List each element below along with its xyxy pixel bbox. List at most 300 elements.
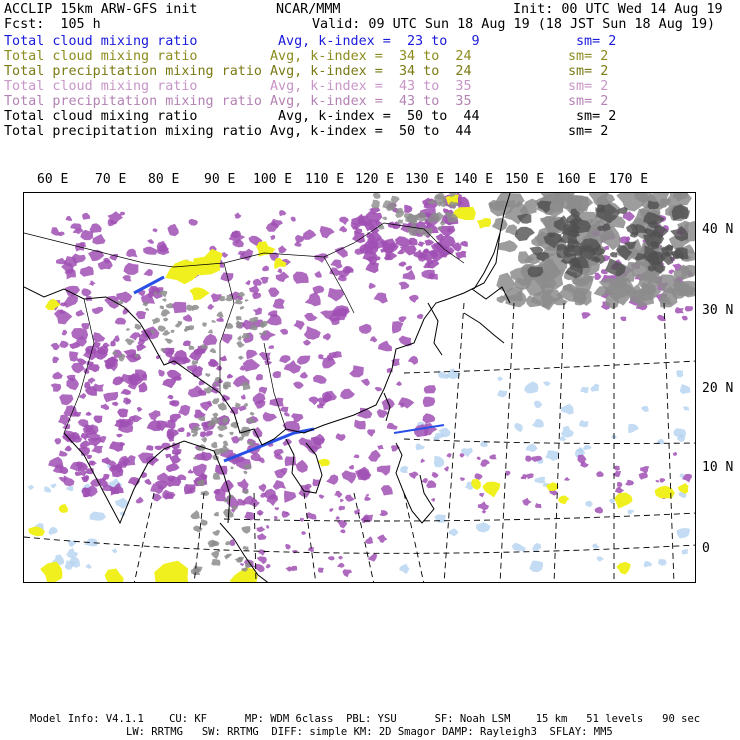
- cloud-patch: [377, 445, 384, 450]
- cloud-patch: [301, 531, 306, 535]
- map-canvas: [24, 193, 696, 583]
- cloud-patch: [426, 480, 436, 488]
- map-panel: [23, 192, 696, 583]
- cloud-patch: [92, 234, 105, 245]
- cloud-patch: [80, 266, 94, 277]
- cloud-patch: [167, 224, 178, 236]
- precip-patch: [678, 483, 689, 494]
- cloud-patch: [342, 470, 357, 484]
- cloud-patch: [286, 566, 292, 572]
- field-name: Total cloud mixing ratio: [4, 79, 198, 94]
- cloud-patch: [409, 295, 419, 303]
- cloud-patch: [660, 478, 666, 483]
- cloud-patch: [656, 480, 660, 483]
- cloud-patch: [132, 415, 142, 422]
- light-cloud-patch: [535, 477, 546, 484]
- cloud-patch: [285, 456, 297, 466]
- cloud-patch: [361, 378, 370, 386]
- cloud-patch: [460, 477, 466, 481]
- cloud-patch: [326, 474, 338, 485]
- cloud-patch: [482, 510, 487, 514]
- cloud-patch: [293, 382, 304, 389]
- cloud-patch: [370, 336, 378, 342]
- latitude-label: 40 N: [702, 222, 734, 237]
- longitude-label: 160 E: [557, 172, 597, 187]
- valid-time: Valid: 09 UTC Sun 18 Aug 19 (18 JST Sun 18 Aug 19): [312, 17, 716, 32]
- high-cloud-patch: [211, 551, 219, 560]
- cloud-patch: [169, 400, 179, 407]
- light-cloud-patch: [476, 522, 491, 532]
- cloud-patch: [269, 398, 283, 407]
- light-cloud-patch: [66, 486, 73, 491]
- high-cloud-patch: [240, 306, 244, 310]
- cloud-patch: [414, 424, 429, 437]
- cloud-patch: [310, 437, 322, 450]
- cloud-patch: [115, 318, 127, 325]
- cloud-patch: [304, 326, 321, 340]
- field-level-range: Avg, k-index = 34 to 24: [270, 64, 472, 79]
- cloud-patch: [351, 214, 366, 226]
- high-cloud-patch: [229, 432, 234, 436]
- high-cloud-patch: [201, 519, 208, 526]
- cloud-patch: [334, 491, 343, 498]
- cloud-patch: [65, 445, 72, 451]
- cloud-patch: [112, 402, 118, 407]
- cloud-patch: [329, 508, 333, 511]
- light-cloud-patch: [85, 564, 91, 569]
- cloud-patch: [54, 438, 61, 444]
- cloud-patch: [82, 288, 92, 296]
- longitude-label: 60 E: [37, 172, 69, 187]
- cloud-patch: [75, 471, 81, 476]
- high-cloud-patch: [152, 318, 161, 325]
- cloud-patch: [339, 506, 346, 511]
- cloud-patch: [220, 355, 227, 361]
- field-name: Total precipitation mixing ratio: [4, 94, 262, 109]
- cloud-patch: [268, 345, 274, 349]
- cloud-patch: [270, 235, 275, 240]
- latitude-label: 30 N: [702, 303, 734, 318]
- cloud-patch: [188, 469, 194, 474]
- cloud-patch: [119, 212, 125, 216]
- cloud-patch: [79, 393, 86, 399]
- cloud-patch: [280, 407, 288, 413]
- cloud-patch: [379, 510, 388, 516]
- cloud-patch: [120, 389, 131, 395]
- light-cloud-patch: [583, 445, 592, 450]
- high-cloud-patch: [243, 546, 249, 551]
- high-cloud-patch: [161, 309, 171, 317]
- cloud-patch: [303, 339, 311, 345]
- cloud-patch: [369, 283, 376, 290]
- cloud-patch: [81, 475, 89, 482]
- cloud-patch: [335, 247, 348, 258]
- high-cloud-patch: [162, 299, 166, 303]
- cloud-patch: [339, 226, 347, 233]
- cloud-patch: [368, 553, 378, 561]
- cloud-patch: [102, 474, 110, 481]
- high-cloud-patch: [134, 324, 141, 330]
- cloud-patch: [345, 495, 355, 502]
- precip-patch: [482, 482, 500, 498]
- field-level-range: Avg, k-index = 50 to 44: [278, 109, 480, 124]
- cloud-patch: [378, 341, 392, 352]
- light-cloud-patch: [545, 450, 559, 461]
- cloud-patch: [259, 549, 266, 556]
- cloud-patch: [349, 465, 354, 470]
- cloud-patch: [257, 510, 264, 516]
- cloud-patch: [303, 229, 316, 240]
- cloud-patch: [408, 356, 418, 365]
- high-cloud-patch: [239, 437, 244, 441]
- light-cloud-patch: [585, 501, 593, 508]
- cloud-patch: [319, 494, 325, 499]
- cloud-patch: [293, 320, 304, 330]
- cloud-patch: [93, 416, 102, 424]
- cloud-patch: [266, 525, 269, 529]
- cloud-patch: [260, 330, 276, 340]
- cloud-patch: [615, 487, 624, 494]
- cloud-patch: [246, 350, 258, 360]
- high-cloud-patch: [189, 345, 195, 350]
- longitude-label: 140 E: [454, 172, 494, 187]
- cloud-patch: [300, 518, 304, 522]
- cloud-patch: [66, 216, 72, 221]
- cloud-patch: [367, 429, 375, 437]
- cloud-patch: [93, 332, 105, 342]
- cloud-patch: [136, 497, 144, 504]
- cloud-patch: [278, 245, 287, 253]
- cloud-patch: [381, 485, 393, 495]
- cloud-patch: [50, 383, 61, 391]
- high-cloud-patch: [125, 338, 135, 345]
- high-cloud-patch: [664, 245, 673, 251]
- cloud-patch: [328, 556, 335, 560]
- light-cloud-patch: [561, 404, 574, 415]
- cloud-patch: [377, 534, 387, 543]
- cloud-patch: [368, 450, 381, 462]
- cloud-patch: [337, 563, 345, 568]
- light-cloud-patch: [532, 419, 544, 428]
- cloud-patch: [126, 249, 137, 258]
- light-cloud-patch: [676, 528, 690, 539]
- cloud-patch: [279, 355, 291, 363]
- light-cloud-patch: [416, 444, 426, 451]
- cloud-patch: [92, 307, 103, 314]
- cloud-patch: [144, 479, 151, 485]
- cloud-patch: [377, 465, 390, 475]
- longitude-line: [444, 303, 464, 583]
- cloud-patch: [596, 471, 604, 477]
- high-cloud-patch: [210, 348, 217, 353]
- cloud-patch: [313, 375, 327, 384]
- cloud-patch: [257, 533, 267, 540]
- cloud-patch: [296, 460, 308, 473]
- cloud-patch: [404, 205, 412, 213]
- cloud-patch: [172, 448, 182, 455]
- longitude-label: 70 E: [95, 172, 127, 187]
- cloud-patch: [82, 213, 90, 220]
- cloud-patch: [273, 298, 285, 308]
- cloud-patch: [398, 282, 409, 290]
- precip-patch: [154, 561, 190, 583]
- light-cloud-patch: [680, 384, 691, 394]
- cloud-patch: [685, 306, 693, 312]
- cloud-patch: [137, 407, 143, 412]
- high-cloud-patch: [208, 329, 213, 333]
- cloud-patch: [110, 341, 116, 347]
- cloud-patch: [422, 413, 435, 423]
- cloud-patch: [305, 484, 312, 489]
- field-smoothing: sm= 2: [576, 34, 617, 49]
- cloud-patch: [216, 317, 224, 322]
- cloud-patch: [162, 490, 175, 500]
- precip-patch: [105, 569, 124, 584]
- cloud-patch: [477, 457, 481, 461]
- cloud-patch: [422, 478, 428, 484]
- cloud-patch: [396, 381, 402, 386]
- light-cloud-patch: [497, 390, 507, 397]
- field-smoothing: sm= 2: [568, 94, 609, 109]
- field-smoothing: sm= 2: [568, 124, 609, 139]
- cloud-patch: [305, 292, 321, 306]
- cloud-patch: [245, 280, 251, 285]
- cloud-patch: [59, 450, 68, 456]
- cloud-patch: [158, 369, 165, 376]
- high-cloud-patch: [236, 341, 245, 348]
- precip-patch: [59, 504, 68, 513]
- longitude-label: 170 E: [609, 172, 649, 187]
- high-cloud-patch: [219, 296, 225, 301]
- cloud-patch: [143, 247, 159, 255]
- cloud-patch: [489, 454, 496, 459]
- light-cloud-patch: [592, 544, 600, 549]
- high-cloud-patch: [244, 403, 248, 407]
- cloud-patch: [153, 494, 162, 502]
- cloud-patch: [354, 420, 366, 430]
- cloud-patch: [282, 511, 291, 518]
- high-cloud-patch: [201, 491, 210, 497]
- cloud-patch: [262, 266, 269, 272]
- cloud-patch: [266, 564, 271, 568]
- cloud-patch: [421, 458, 426, 463]
- cloud-patch: [71, 328, 88, 340]
- high-cloud-patch: [497, 240, 517, 252]
- field-name: Total precipitation mixing ratio: [4, 124, 262, 139]
- light-cloud-patch: [673, 429, 686, 438]
- light-cloud-patch: [66, 548, 78, 558]
- high-cloud-patch: [241, 526, 250, 534]
- cloud-patch: [300, 372, 308, 379]
- precip-patch: [477, 218, 491, 229]
- cloud-patch: [273, 480, 286, 490]
- cloud-patch: [48, 457, 64, 469]
- cloud-patch: [314, 271, 321, 278]
- cloud-patch: [148, 410, 160, 420]
- light-cloud-patch: [524, 381, 539, 393]
- light-cloud-patch: [497, 377, 503, 382]
- cloud-patch: [318, 354, 324, 359]
- cloud-patch: [431, 498, 435, 502]
- cloud-patch: [304, 313, 317, 321]
- high-cloud-patch: [223, 385, 229, 390]
- cloud-patch: [564, 477, 570, 481]
- high-cloud-patch: [211, 442, 218, 449]
- high-cloud-patch: [217, 424, 228, 431]
- cloud-patch: [673, 452, 677, 456]
- cloud-patch: [207, 304, 214, 310]
- cloud-patch: [206, 431, 213, 438]
- high-cloud-patch: [373, 193, 381, 199]
- high-cloud-patch: [212, 413, 218, 419]
- cloud-patch: [146, 445, 153, 450]
- light-cloud-patch: [50, 484, 56, 489]
- cloud-patch: [52, 357, 59, 364]
- high-cloud-patch: [231, 467, 234, 470]
- longitude-line: [500, 303, 514, 583]
- light-cloud-patch: [27, 485, 34, 490]
- cloud-patch: [398, 397, 414, 408]
- cloud-patch: [526, 473, 534, 479]
- cloud-patch: [222, 334, 232, 344]
- high-cloud-patch: [492, 218, 508, 232]
- cloud-patch: [63, 295, 78, 308]
- cloud-patch: [243, 359, 260, 372]
- cloud-patch: [59, 341, 68, 348]
- cloud-patch: [170, 414, 181, 423]
- cloud-patch: [625, 480, 634, 486]
- cloud-patch: [183, 314, 192, 322]
- high-cloud-patch: [205, 373, 210, 377]
- cloud-patch: [336, 433, 346, 441]
- light-cloud-patch: [596, 556, 604, 561]
- cloud-patch: [263, 412, 278, 422]
- longitude-label: 150 E: [505, 172, 545, 187]
- latitude-line: [404, 439, 696, 444]
- latitude-line: [404, 361, 696, 373]
- high-cloud-patch: [146, 308, 150, 311]
- cloud-patch: [525, 456, 533, 462]
- cloud-patch: [89, 281, 96, 287]
- high-cloud-patch: [243, 471, 248, 475]
- cloud-patch: [353, 455, 359, 459]
- field-level-range: Avg, k-index = 50 to 44: [270, 124, 472, 139]
- high-cloud-patch: [216, 311, 223, 318]
- cloud-patch: [475, 473, 483, 479]
- high-cloud-patch: [202, 322, 207, 327]
- cloud-patch: [259, 352, 271, 361]
- cloud-patch: [594, 273, 601, 281]
- cloud-patch: [76, 310, 85, 317]
- light-cloud-patch: [676, 370, 683, 377]
- high-cloud-patch: [217, 402, 226, 411]
- high-cloud-patch: [166, 303, 174, 308]
- cloud-patch: [359, 324, 372, 334]
- cloud-patch: [392, 321, 404, 334]
- cloud-patch: [354, 509, 360, 515]
- field-name: Total cloud mixing ratio: [4, 109, 198, 124]
- light-cloud-patch: [627, 510, 634, 515]
- light-cloud-patch: [434, 456, 444, 468]
- longitude-line: [304, 493, 316, 583]
- cloud-patch: [241, 394, 246, 400]
- cloud-patch: [274, 516, 278, 519]
- cloud-patch: [87, 455, 93, 459]
- cloud-patch: [170, 454, 182, 464]
- cloud-patch: [273, 371, 281, 378]
- cloud-patch: [51, 343, 60, 350]
- precip-patch: [193, 249, 223, 276]
- cloud-patch: [256, 526, 265, 532]
- cloud-patch: [227, 374, 234, 379]
- cloud-patch: [109, 441, 123, 452]
- field-level-range: Avg, k-index = 43 to 35: [270, 79, 472, 94]
- cloud-patch: [177, 427, 184, 432]
- cloud-patch: [103, 392, 118, 403]
- cloud-patch: [136, 311, 147, 319]
- cloud-patch: [522, 498, 532, 506]
- cloud-patch: [214, 489, 221, 495]
- cloud-patch: [424, 385, 436, 393]
- high-cloud-patch: [250, 412, 255, 416]
- high-cloud-patch: [171, 330, 175, 333]
- cloud-patch: [387, 423, 398, 430]
- light-cloud-patch: [590, 384, 599, 392]
- cloud-patch: [446, 453, 451, 458]
- high-cloud-patch: [397, 219, 403, 224]
- cloud-patch: [91, 445, 103, 454]
- cloud-patch: [365, 262, 379, 273]
- cloud-patch: [235, 212, 242, 218]
- cloud-patch: [535, 503, 542, 508]
- high-cloud-patch: [201, 437, 207, 443]
- high-cloud-patch: [211, 559, 221, 566]
- light-cloud-patch: [48, 527, 57, 535]
- high-cloud-patch: [249, 317, 258, 323]
- cloud-patch: [366, 494, 370, 496]
- latitude-label: 20 N: [702, 381, 734, 396]
- cloud-patch: [253, 307, 263, 315]
- longitude-label: 130 E: [405, 172, 445, 187]
- light-cloud-patch: [514, 423, 523, 433]
- cloud-patch: [478, 501, 489, 510]
- cloud-patch: [252, 293, 261, 299]
- cloud-patch: [323, 333, 331, 341]
- cloud-patch: [89, 223, 101, 233]
- cloud-patch: [284, 412, 290, 416]
- cloud-patch: [153, 228, 158, 232]
- cloud-patch: [295, 235, 304, 243]
- longitude-label: 80 E: [148, 172, 180, 187]
- cloud-patch: [268, 310, 278, 317]
- cloud-patch: [85, 412, 91, 416]
- model-info-line-2: LW: RRTMG SW: RRTMG DIFF: simple KM: 2D Smagor DAMP: Rayleigh3 SFLAY: MM5: [126, 726, 613, 738]
- init-time: Init: 00 UTC Wed 14 Aug 19: [513, 2, 723, 17]
- cloud-patch: [421, 270, 435, 279]
- forecast-hour: Fcst: 105 h: [4, 17, 101, 32]
- cloud-patch: [382, 398, 395, 410]
- cloud-patch: [291, 217, 296, 222]
- precip-patch: [558, 495, 570, 504]
- cloud-patch: [279, 210, 286, 216]
- cloud-patch: [52, 372, 63, 380]
- cloud-patch: [280, 329, 289, 335]
- high-cloud-patch: [238, 356, 244, 360]
- cloud-patch: [639, 472, 648, 479]
- high-cloud-patch: [165, 338, 169, 341]
- cloud-patch: [293, 272, 309, 284]
- precip-patch: [616, 562, 630, 575]
